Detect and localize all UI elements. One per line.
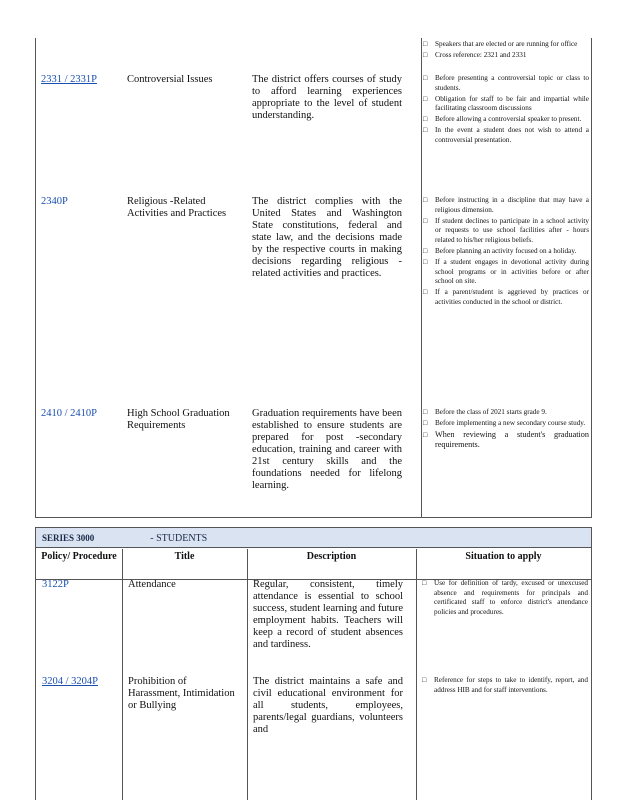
situation-item: □ Obligation for staff to be fair and impartial while facilitating classroom discussions — [423, 95, 589, 114]
situation-list — [423, 40, 589, 62]
column-divider — [122, 549, 123, 800]
header-title: Title — [174, 551, 195, 562]
header-policy: Policy/ Procedure — [41, 551, 117, 562]
policy-title: Prohibition of Harassment, Intimidation or Bullying — [128, 676, 235, 711]
situation-item: □ Before instructing in a discipline that may have a religious dimension. — [423, 196, 589, 215]
situation-item: □ If student declines to participate in a school activity or requests to use school facilities after - hours related to his/her religious beliefs. — [423, 217, 589, 246]
policy-description: Graduation requirements have been established to ensure students are prepared for post -secondary education, training and career with 21st century skills and the foundations needed for lifelong learning. — [252, 408, 402, 491]
policy-description: The district maintains a safe and civil educational environment for all students, employees, parents/legal guardians, volunteers and — [253, 676, 403, 735]
situation-item: □ When reviewing a student's graduation requirements. — [423, 430, 589, 450]
header-description: Description — [306, 551, 357, 562]
policy-link[interactable]: 3204 / 3204P — [42, 676, 99, 687]
situation-list — [422, 676, 588, 697]
header-situation: Situation to apply — [465, 551, 542, 562]
column-divider — [421, 38, 422, 518]
policy-title: Attendance — [128, 579, 176, 590]
situation-list — [423, 74, 589, 147]
series-name: - STUDENTS — [150, 533, 208, 544]
situation-item: □ Before allowing a controversial speaker to present. — [423, 115, 589, 125]
policy-link[interactable]: 2331 / 2331P — [41, 74, 98, 85]
column-divider — [416, 549, 417, 800]
policy-id: 2340P — [41, 196, 68, 207]
series-header — [36, 528, 591, 548]
situation-list — [422, 579, 588, 619]
situation-list — [423, 408, 589, 452]
policy-id: 3122P — [42, 579, 69, 590]
policy-title: Controversial Issues — [127, 74, 213, 85]
situation-item: □ Cross reference: 2321 and 2331 — [423, 51, 589, 61]
policy-description: The district complies with the United States and Washington State constitutions, federal and state law, and the decisions made by the respective courts in making decisions regarding religious -related activities and practices. — [252, 196, 402, 279]
situation-item: □ In the event a student does not wish to attend a controversial presentation. — [423, 126, 589, 145]
policy-description: Regular, consistent, timely attendance is essential to school success, student learning and future employment habits. Teachers will keep a record of student absences and tardiness. — [253, 579, 403, 650]
policy-id: 2410 / 2410P — [41, 408, 98, 419]
situation-item: □ Use for definition of tardy, excused or unexcused absence and requirements for principals and certificated staff to enforce district's attendance policies and procedures. — [422, 579, 588, 617]
series-3000-table — [35, 527, 592, 800]
policy-title: Religious -Related Activities and Practices — [127, 196, 227, 219]
situation-item: □ Before planning an activity focused on a holiday. — [423, 247, 589, 257]
situation-item: □ Before implementing a new secondary course study. — [423, 419, 589, 429]
situation-item: □ Reference for steps to take to identify, report, and address HIB and for staff interventions. — [422, 676, 588, 695]
situation-item: □ Before presenting a controversial topic or class to students. — [423, 74, 589, 93]
situation-item: □ If a parent/student is aggrieved by practices or activities conducted in the school or district. — [423, 288, 589, 307]
policy-description: The district offers courses of study to afford learning experiences appropriate to the level of student understanding. — [252, 74, 402, 121]
series-label: SERIES 3000 — [42, 533, 95, 543]
column-divider — [247, 549, 248, 800]
situation-item: □ If a student engages in devotional activity during school programs or in activities before or after school on site. — [423, 258, 589, 287]
policy-title: High School Graduation Requirements — [127, 408, 230, 431]
situation-item: □ Before the class of 2021 starts grade 9. — [423, 408, 589, 418]
situation-item: □ Speakers that are elected or are running for office — [423, 40, 589, 50]
situation-list — [423, 196, 589, 309]
